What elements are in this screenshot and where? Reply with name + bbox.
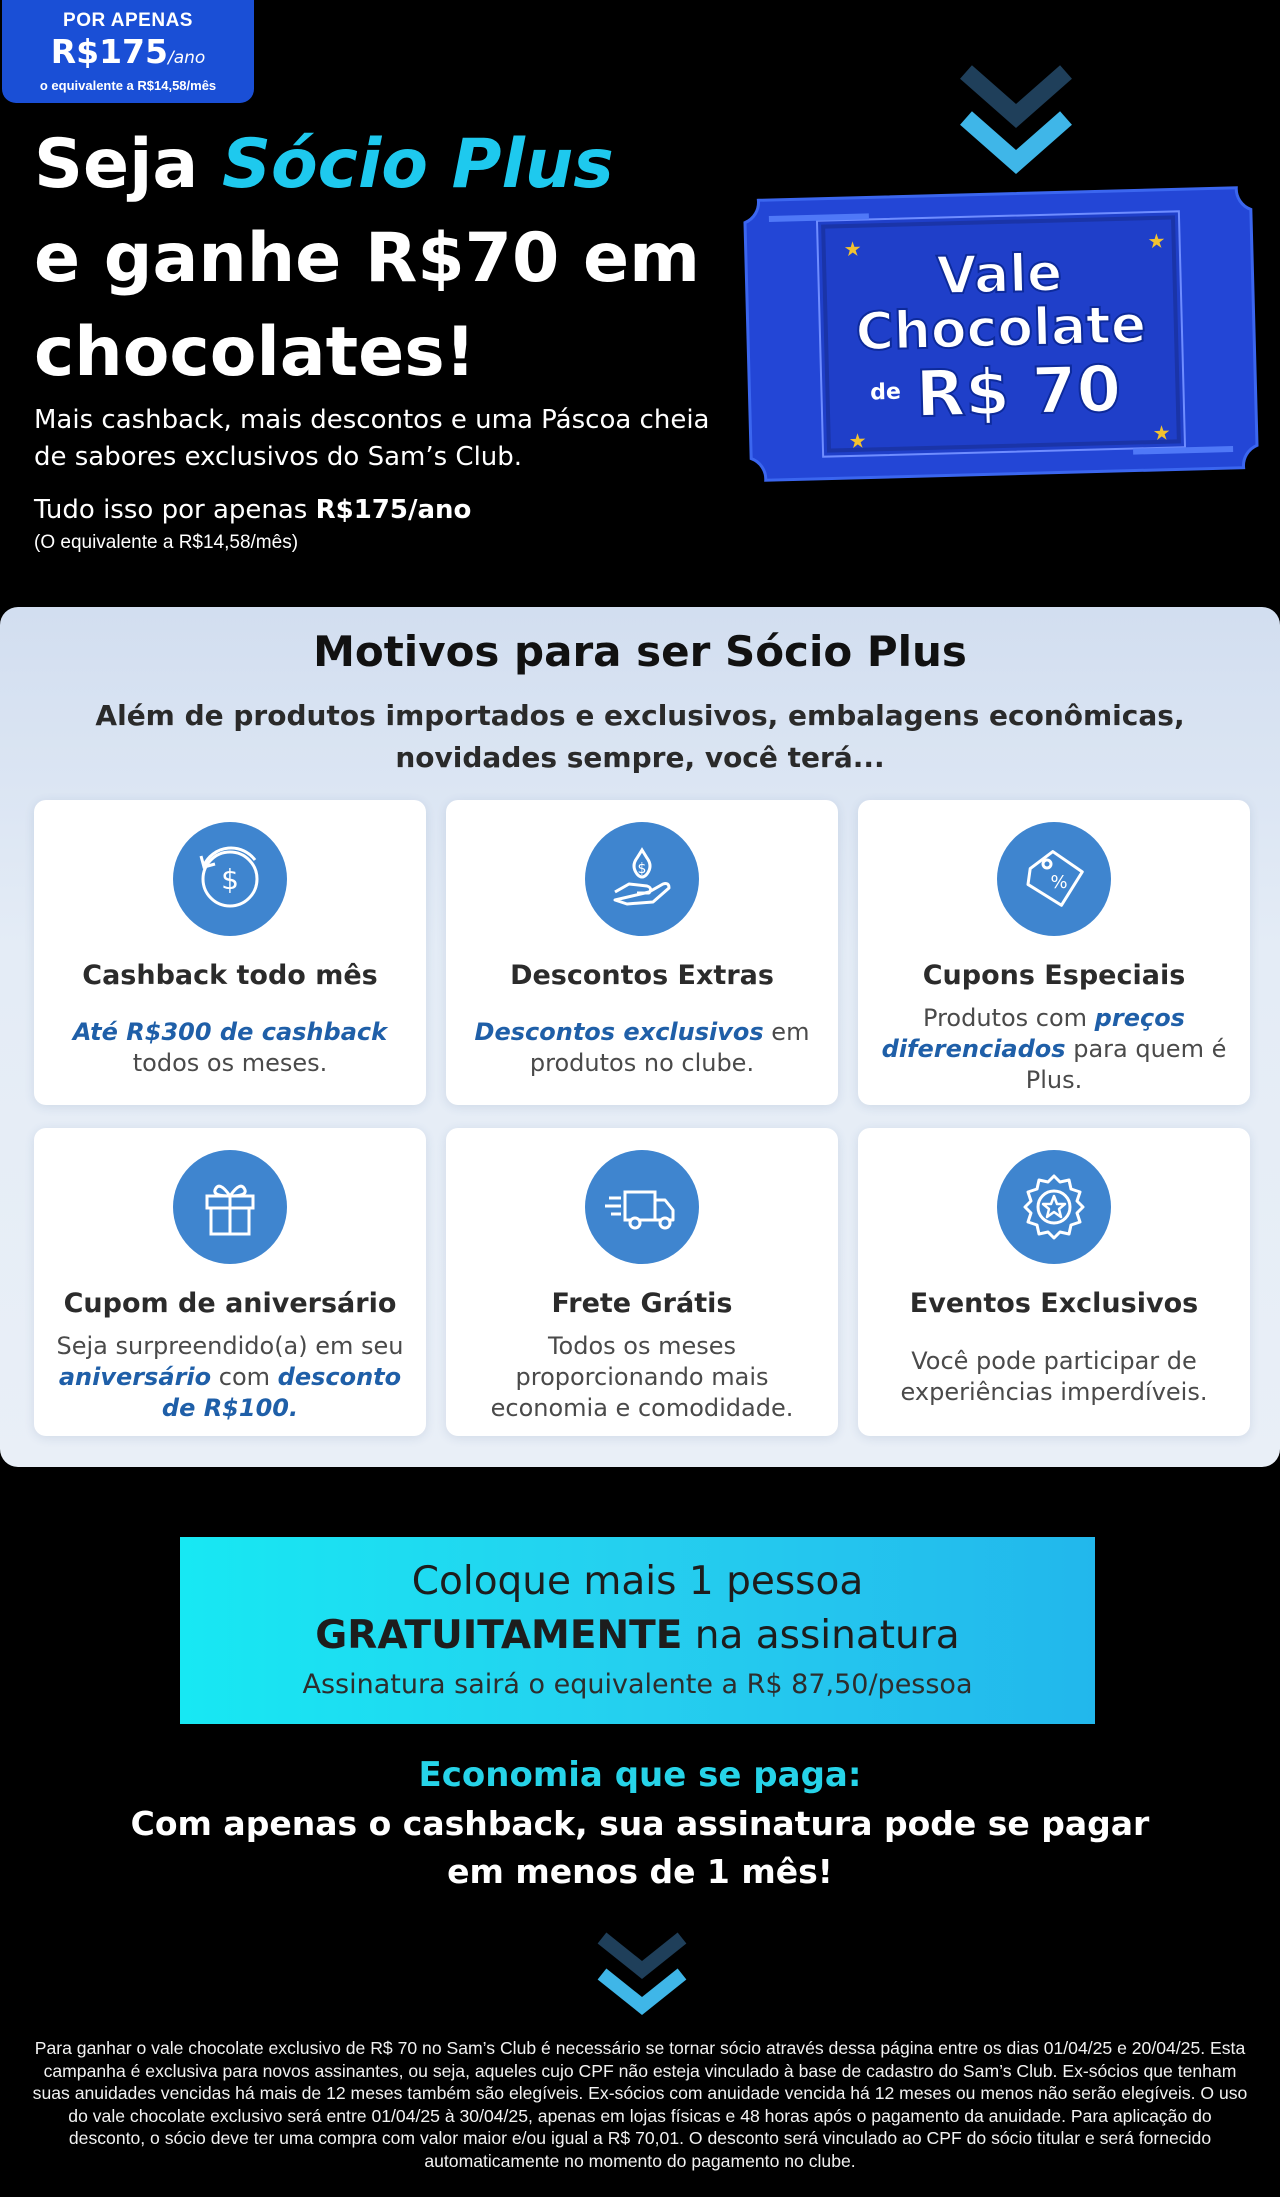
svg-text:★: ★ <box>848 428 867 454</box>
badge-label: POR APENAS <box>63 10 193 31</box>
cashback-icon <box>173 822 287 936</box>
add-person-banner[interactable] <box>180 1537 1095 1724</box>
card-title: Descontos Extras <box>510 960 774 991</box>
card-title: Cupom de aniversário <box>63 1288 397 1319</box>
card-desc: Seja surpreendido(a) em seu aniversário com desconto de R$100. <box>56 1332 404 1422</box>
benefit-card-frete <box>446 1128 838 1436</box>
benefit-card-cupons <box>858 800 1250 1105</box>
card-desc: Você pode participar de experiências imperdíveis. <box>900 1347 1208 1406</box>
chocolate-voucher-ticket <box>738 181 1263 486</box>
card-title: Eventos Exclusivos <box>909 1288 1199 1319</box>
card-title: Cashback todo mês <box>82 960 378 991</box>
svg-text:%: % <box>1050 872 1068 893</box>
hero-price: Tudo isso por apenas R$175/ano <box>34 495 472 525</box>
card-desc: Até R$300 de cashback todos os meses. <box>72 1018 388 1077</box>
motivos-lead: Além de produtos importados e exclusivos, embalagens econômicas, novidades sempre, você terá... <box>95 699 1185 774</box>
badge-equivalent: o equivalente a R$14,58/mês <box>39 78 217 93</box>
economia-subtitle: Com apenas o cashback, sua assinatura pode se pagar em menos de 1 mês! <box>130 1804 1150 1891</box>
benefit-card-eventos <box>858 1128 1250 1436</box>
economia-title: Economia que se paga: <box>418 1755 862 1795</box>
star-badge-icon <box>997 1150 1111 1264</box>
price-badge <box>2 0 254 103</box>
benefit-card-cashback <box>34 800 426 1105</box>
coupon-tag-icon <box>997 822 1111 936</box>
gift-icon <box>173 1150 287 1264</box>
badge-price: R$175/ano <box>50 32 206 71</box>
svg-text:★: ★ <box>1152 420 1171 446</box>
benefit-card-aniversario <box>34 1128 426 1436</box>
cta-line2: GRATUITAMENTE na assinatura <box>315 1613 960 1658</box>
discount-hand-icon <box>585 822 699 936</box>
svg-text:$: $ <box>637 861 647 877</box>
ticket-line2: Chocolate <box>854 295 1147 363</box>
hero-title: Seja Sócio Plus e ganhe R$70 em chocolates! <box>34 125 700 392</box>
card-title: Cupons Especiais <box>922 960 1186 991</box>
motivos-section <box>0 607 1280 1467</box>
svg-text:★: ★ <box>1147 228 1166 254</box>
ticket-de: de <box>869 379 902 406</box>
benefit-card-descontos <box>446 800 838 1105</box>
svg-text:$: $ <box>221 863 239 896</box>
cta-line3: Assinatura sairá o equivalente a R$ 87,50/pessoa <box>302 1669 973 1700</box>
cta-line1: Coloque mais 1 pessoa <box>411 1559 864 1604</box>
hero-subtitle: Mais cashback, mais descontos e uma Páscoa cheia de sabores exclusivos do Sam’s Club. <box>34 405 710 472</box>
legal-disclaimer: Para ganhar o vale chocolate exclusivo de R$ 70 no Sam’s Club é necessário se tornar sócio através dessa página entre os dias 01/04/25 e 20/04/25. Esta campanha é exclusiva para novos assinantes, ou seja, aqueles cujo CPF não esteja vinculado à base de cadastro do Sam’s Club. Ex-sócios que tenham suas anuidades vencidas há mais de 12 meses também são elegíveis. Ex-sócios com anuidade vencida há 12 meses ou menos não serão elegíveis. O uso do vale chocolate exclusivo será entre 01/04/25 à 30/04/25, apenas em lojas físicas e 48 horas após o pagamento da anuidade. Para aplicação do desconto, o sócio deve ter uma compra com valor maior e/ou igual a R$ 70,01. O desconto será vinculado ao CPF do sócio titular e será fornecido automaticamente no momento do pagamento no clube. <box>32 2038 1248 2171</box>
chevron-down-icon <box>596 1932 688 2018</box>
svg-text:★: ★ <box>843 236 862 262</box>
motivos-title: Motivos para ser Sócio Plus <box>313 627 967 676</box>
card-desc: Descontos exclusivos em produtos no clube. <box>474 1018 810 1077</box>
delivery-truck-icon <box>585 1150 699 1264</box>
hero-price-equivalent: (O equivalente a R$14,58/mês) <box>34 532 299 553</box>
card-desc: Todos os meses proporcionando mais economia e comodidade. <box>490 1332 794 1422</box>
ticket-value: R$ 70 <box>915 352 1123 433</box>
ticket-line1: Vale <box>935 243 1064 307</box>
card-desc: Produtos com preços diferenciados para quem é Plus. <box>881 1004 1227 1094</box>
card-title: Frete Grátis <box>551 1288 733 1319</box>
chevron-down-icon <box>958 64 1074 178</box>
